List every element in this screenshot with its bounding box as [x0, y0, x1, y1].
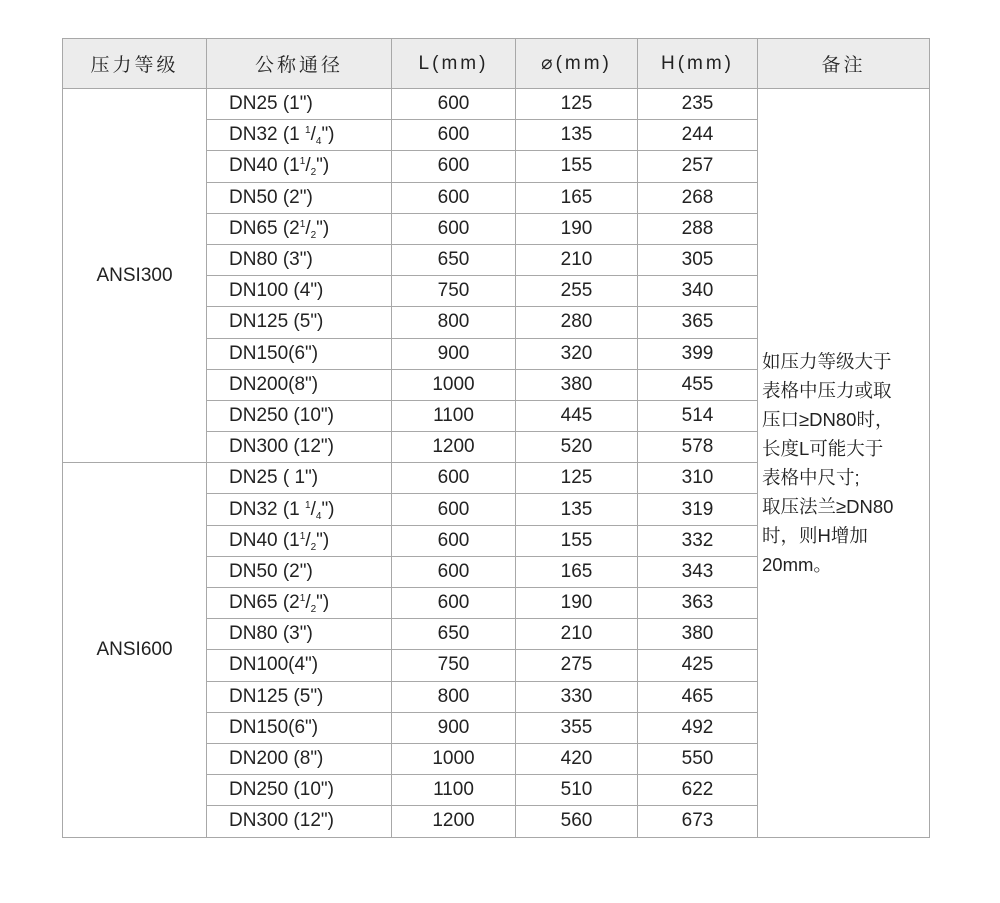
nominal-size-cell [207, 619, 392, 650]
l-value-cell: 900 [392, 338, 516, 369]
size-text: DN300 (12") [229, 810, 334, 832]
h-value-cell: 622 [638, 775, 758, 806]
l-value-cell: 800 [392, 681, 516, 712]
h-value-cell: 673 [638, 806, 758, 837]
h-value-cell: 363 [638, 588, 758, 619]
size-text: DN80 (3") [229, 249, 313, 271]
l-value-cell: 600 [392, 120, 516, 151]
l-value-cell: 750 [392, 276, 516, 307]
h-value-cell: 492 [638, 712, 758, 743]
h-value-cell: 257 [638, 151, 758, 182]
l-value-cell: 1100 [392, 775, 516, 806]
d-value-cell: 275 [516, 650, 638, 681]
h-value-cell: 332 [638, 525, 758, 556]
nominal-size-cell [207, 338, 392, 369]
fraction-numerator: 1 [299, 593, 306, 605]
d-value-cell: 320 [516, 338, 638, 369]
h-value-cell: 514 [638, 400, 758, 431]
fraction-denominator: 2 [310, 229, 317, 241]
nominal-size-cell [207, 244, 392, 275]
header-row [63, 39, 930, 89]
h-value-cell: 268 [638, 182, 758, 213]
nominal-size-cell [207, 681, 392, 712]
nominal-size-cell: DN65 $(2^1/_2")$ [207, 213, 392, 244]
d-value-cell: 330 [516, 681, 638, 712]
nominal-size-cell [207, 89, 392, 120]
size-text: DN125 (5") [229, 685, 324, 707]
h-value-cell: 343 [638, 556, 758, 587]
header-pressure-grade: 压力等级 [63, 39, 207, 89]
h-value-cell: 340 [638, 276, 758, 307]
d-value-cell: 420 [516, 743, 638, 774]
size-text: DN40 (1 [229, 529, 300, 551]
l-value-cell: 600 [392, 182, 516, 213]
dimension-table [62, 38, 930, 838]
nominal-size-cell [207, 463, 392, 494]
h-value-cell: 310 [638, 463, 758, 494]
nominal-size-cell [207, 182, 392, 213]
size-text: DN25 ( 1") [229, 467, 319, 489]
d-value-cell: 355 [516, 712, 638, 743]
fraction-denominator: 2 [310, 167, 317, 179]
size-text: DN50 (2") [229, 560, 313, 582]
table-row [63, 89, 930, 120]
nominal-size-cell [207, 806, 392, 837]
fraction-denominator: 4 [315, 136, 322, 148]
d-value-cell: 135 [516, 120, 638, 151]
l-value-cell: 600 [392, 525, 516, 556]
l-value-cell: 1200 [392, 806, 516, 837]
nominal-size-cell [207, 712, 392, 743]
nominal-size-cell [207, 556, 392, 587]
l-value-cell: 1000 [392, 743, 516, 774]
size-text: DN150(6") [229, 716, 319, 738]
fraction-numerator: 1 [299, 156, 306, 168]
d-value-cell: 125 [516, 89, 638, 120]
d-value-cell: 165 [516, 556, 638, 587]
size-suffix: ") [316, 217, 330, 239]
size-suffix: ") [316, 529, 330, 551]
fraction-numerator: 1 [299, 218, 306, 230]
l-value-cell: 1100 [392, 400, 516, 431]
nominal-size-cell: DN32 (1 $^1/_4$") [207, 494, 392, 525]
size-text: DN32 (1 [229, 498, 306, 520]
size-text: DN125 (5") [229, 311, 324, 333]
nominal-size-cell: DN40 $(1^1/_2")$ [207, 151, 392, 182]
l-value-cell: 1000 [392, 369, 516, 400]
d-value-cell: 210 [516, 619, 638, 650]
nominal-size-cell [207, 276, 392, 307]
l-value-cell: 600 [392, 494, 516, 525]
nominal-size-cell [207, 775, 392, 806]
size-suffix: ") [321, 124, 335, 146]
size-text: DN65 (2 [229, 217, 300, 239]
size-suffix: ") [321, 498, 335, 520]
size-text: DN200(8") [229, 373, 319, 395]
nominal-size-cell [207, 307, 392, 338]
h-value-cell: 244 [638, 120, 758, 151]
l-value-cell: 600 [392, 463, 516, 494]
d-value-cell: 155 [516, 151, 638, 182]
h-value-cell: 288 [638, 213, 758, 244]
size-text: DN65 (2 [229, 592, 300, 614]
size-text: DN300 (12") [229, 436, 334, 458]
d-value-cell: 190 [516, 213, 638, 244]
size-text: DN40 (1 [229, 155, 300, 177]
fraction-numerator: 1 [299, 530, 306, 542]
h-value-cell: 319 [638, 494, 758, 525]
size-suffix: ") [316, 592, 330, 614]
nominal-size-cell: DN32 (1 $^1/_4$") [207, 120, 392, 151]
l-value-cell: 750 [392, 650, 516, 681]
d-value-cell: 190 [516, 588, 638, 619]
l-value-cell: 600 [392, 213, 516, 244]
d-value-cell: 520 [516, 432, 638, 463]
l-value-cell: 600 [392, 151, 516, 182]
nominal-size-cell: DN40 $(1^1/_2")$ [207, 525, 392, 556]
header-height: H(mm) [638, 39, 758, 89]
h-value-cell: 235 [638, 89, 758, 120]
d-value-cell: 510 [516, 775, 638, 806]
size-text: DN80 (3") [229, 623, 313, 645]
l-value-cell: 800 [392, 307, 516, 338]
nominal-size-cell [207, 432, 392, 463]
fraction-denominator: 2 [310, 604, 317, 616]
l-value-cell: 650 [392, 244, 516, 275]
l-value-cell: 600 [392, 588, 516, 619]
h-value-cell: 380 [638, 619, 758, 650]
nominal-size-cell [207, 400, 392, 431]
h-value-cell: 399 [638, 338, 758, 369]
h-value-cell: 365 [638, 307, 758, 338]
nominal-size-cell [207, 650, 392, 681]
h-value-cell: 425 [638, 650, 758, 681]
l-value-cell: 1200 [392, 432, 516, 463]
h-value-cell: 455 [638, 369, 758, 400]
l-value-cell: 600 [392, 89, 516, 120]
size-text: DN25 (1") [229, 93, 313, 115]
header-diameter: ⌀(mm) [516, 39, 638, 89]
l-value-cell: 900 [392, 712, 516, 743]
d-value-cell: 125 [516, 463, 638, 494]
h-value-cell: 465 [638, 681, 758, 712]
size-text: DN200 (8") [229, 748, 324, 770]
fraction-numerator: 1 [305, 499, 311, 511]
size-text: DN150(6") [229, 342, 319, 364]
size-suffix: ") [316, 155, 330, 177]
d-value-cell: 560 [516, 806, 638, 837]
size-text: DN32 (1 [229, 124, 306, 146]
d-value-cell: 165 [516, 182, 638, 213]
nominal-size-cell [207, 369, 392, 400]
d-value-cell: 210 [516, 244, 638, 275]
d-value-cell: 280 [516, 307, 638, 338]
h-value-cell: 578 [638, 432, 758, 463]
fraction-denominator: 4 [315, 510, 322, 522]
fraction-denominator: 2 [310, 541, 317, 553]
h-value-cell: 305 [638, 244, 758, 275]
remarks-cell: 如压力等级大于 表格中压力或取 压口≥DN80时， 长度L可能大于 表格中尺寸; 取压法兰≥DN80 时，则H增加 20mm。 [758, 89, 930, 838]
d-value-cell: 380 [516, 369, 638, 400]
header-remarks: 备注 [758, 39, 930, 89]
size-text: DN50 (2") [229, 186, 313, 208]
nominal-size-cell: DN65 $(2^1/_2")$ [207, 588, 392, 619]
header-length: L(mm) [392, 39, 516, 89]
d-value-cell: 255 [516, 276, 638, 307]
nominal-size-cell [207, 743, 392, 774]
l-value-cell: 650 [392, 619, 516, 650]
d-value-cell: 445 [516, 400, 638, 431]
size-text: DN100 (4") [229, 280, 324, 302]
pressure-grade-cell: ANSI600 [63, 463, 207, 837]
size-text: DN250 (10") [229, 404, 334, 426]
d-value-cell: 135 [516, 494, 638, 525]
fraction-numerator: 1 [305, 125, 311, 137]
h-value-cell: 550 [638, 743, 758, 774]
header-nominal-diameter: 公称通径 [207, 39, 392, 89]
size-text: DN100(4") [229, 654, 319, 676]
pressure-grade-cell: ANSI300 [63, 89, 207, 463]
size-text: DN250 (10") [229, 779, 334, 801]
l-value-cell: 600 [392, 556, 516, 587]
d-value-cell: 155 [516, 525, 638, 556]
